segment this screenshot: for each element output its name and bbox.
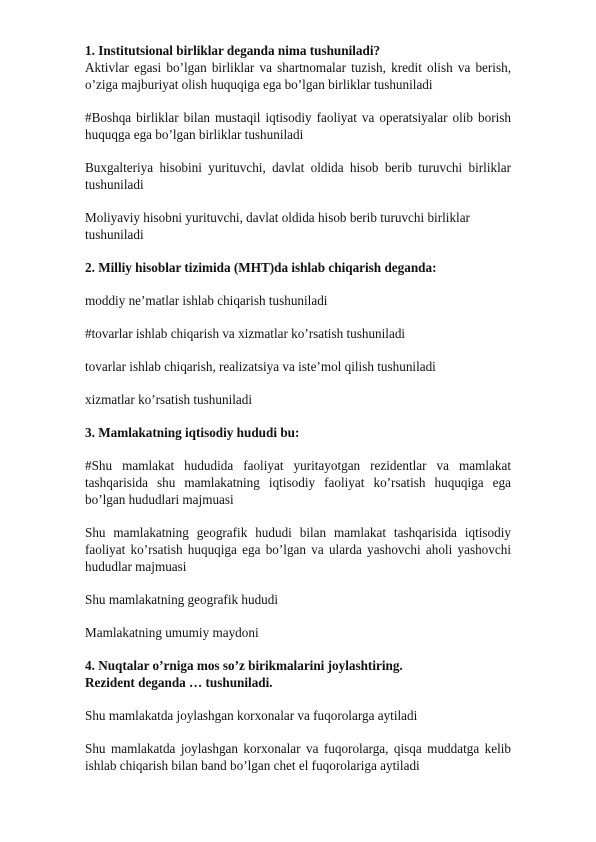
q3-option-2: Shu mamlakatning geografik hududi bilan mamlakat tashqarisida iqtisodiy faoliyat ko’rsatish huquqiga ega bo’lgan va ularda yashovchi aholi yashovchi hududlar majmuasi [85, 525, 511, 574]
q3-option-3: Shu mamlakatning geografik hududi [85, 592, 279, 607]
q1-option-1: Aktivlar egasi bo’lgan birliklar va shartnomalar tuzish, kredit olish va berish, o’ziga majburiyat olish huquqiga ega bo’lgan birliklar tushuniladi [85, 60, 511, 92]
q4-option-1: Shu mamlakatda joylashgan korxonalar va fuqorolarga aytiladi [85, 708, 418, 723]
q2-option-2: #tovarlar ishlab chiqarish va xizmatlar ko’rsatish tushuniladi [85, 326, 406, 341]
question-1-title: 1. Institutsional birliklar deganda nima tushuniladi? [85, 43, 381, 58]
q4-option-2: Shu mamlakatda joylashgan korxonalar va fuqorolarga, qisqa muddatga kelib ishlab chiqarish bilan band bo’lgan chet el fuqorolariga aytiladi [85, 741, 511, 773]
document-page [85, 42, 511, 774]
q2-option-3: tovarlar ishlab chiqarish, realizatsiya va iste’mol qilish tushuniladi [85, 359, 436, 374]
question-4-title: 4. Nuqtalar o’rniga mos so’z birikmalarini joylashtiring. [85, 658, 403, 673]
q1-option-4: Moliyaviy hisobni yurituvchi, davlat oldida hisob berib turuvchi birliklar tushuniladi [85, 210, 470, 242]
q2-option-4: xizmatlar ko’rsatish tushuniladi [85, 392, 253, 407]
q1-option-2: #Boshqa birliklar bilan mustaqil iqtisodiy faoliyat va operatsiyalar olib borish huquqga ega bo’lgan birliklar tushuniladi [85, 110, 511, 142]
q2-option-1: moddiy ne’matlar ishlab chiqarish tushuniladi [85, 293, 328, 308]
q3-option-4: Mamlakatning umumiy maydoni [85, 625, 259, 640]
question-3-title: 3. Mamlakatning iqtisodiy hududi bu: [85, 425, 300, 440]
q3-option-1: #Shu mamlakat hududida faoliyat yuritayotgan rezidentlar va mamlakat tashqarisida shu mamlakatning iqtisodiy faoliyat ko’rsatish huquqiga ega bo’lgan hududlari majmuasi [85, 458, 511, 507]
question-2-title: 2. Milliy hisoblar tizimida (MHT)da ishlab chiqarish deganda: [85, 260, 437, 275]
question-4-subtitle: Rezident deganda … tushuniladi. [85, 675, 273, 690]
q1-option-3: Buxgalteriya hisobini yurituvchi, davlat oldida hisob berib turuvchi birliklar tushuniladi [85, 160, 511, 192]
